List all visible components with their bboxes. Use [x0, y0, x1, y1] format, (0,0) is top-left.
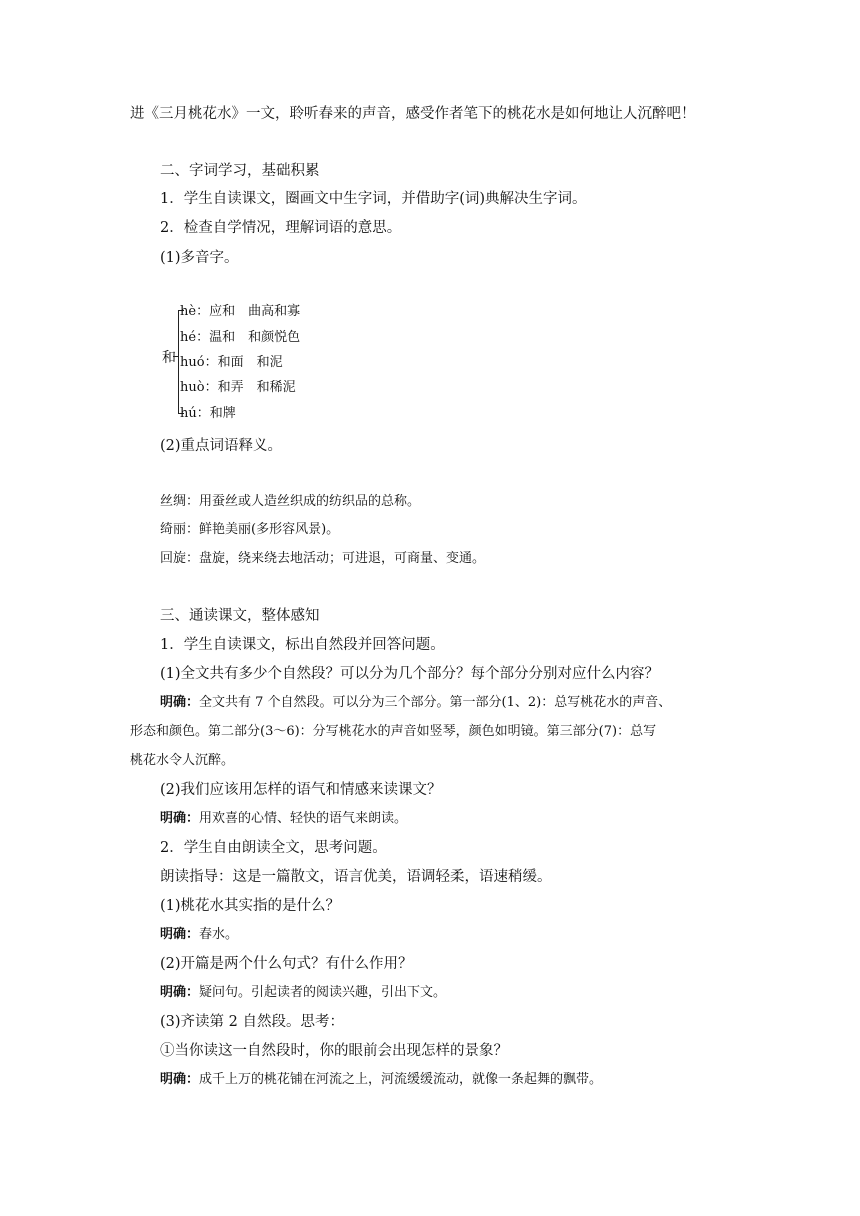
answer-line: 桃花水令人沉醉。 — [130, 753, 235, 768]
answer-line: 明确：春水。 — [160, 927, 239, 942]
answer-line: 明确：用欢喜的心情、轻快的语气来朗读。 — [160, 811, 408, 826]
answer-line: 形态和颜色。第二部分(3～6)：分写桃花水的声音如竖琴，颜色如明镜。第三部分(7)：总写 — [130, 724, 657, 739]
intro-line: 进《三月桃花水》一文，聆听春来的声音，感受作者笔下的桃花水是如何地让人沉醉吧！ — [130, 106, 696, 122]
s2-paragraph-1: 1．学生自读课文，圈画文中生字词，并借助字(词)典解决生字词。 — [160, 191, 587, 207]
section-3-heading: 三、通读课文，整体感知 — [160, 608, 320, 624]
question-line: (2)我们应该用怎样的语气和情感来读课文？ — [160, 782, 442, 798]
reading-row: hè：应和 曲高和寡 — [180, 304, 301, 319]
polyphone-brace-group — [162, 302, 362, 422]
reading-row: huó：和面 和泥 — [180, 355, 283, 370]
answer-line: 明确：成千上万的桃花铺在河流之上，河流缓缓流动，就像一条起舞的飘带。 — [160, 1072, 603, 1087]
definition-line: 丝绸：用蚕丝或人造丝织成的纺织品的总称。 — [160, 494, 421, 509]
section-2-heading: 二、字词学习，基础积累 — [160, 163, 320, 179]
definition-line: 绮丽：鲜艳美丽(多形容风景)。 — [160, 522, 340, 537]
reading-row: huò：和弄 和稀泥 — [180, 380, 296, 395]
reading-row: hé：温和 和颜悦色 — [180, 330, 301, 345]
reading-row: hú：和牌 — [180, 406, 236, 421]
answer-line: 明确：疑问句。引起读者的阅读兴趣，引出下文。 — [160, 985, 447, 1000]
question-line: ①当你读这一自然段时，你的眼前会出现怎样的景象？ — [160, 1043, 508, 1059]
question-line: (2)开篇是两个什么句式？有什么作用？ — [160, 956, 413, 972]
s2-paragraph-2: 2．检查自学情况，理解词语的意思。 — [160, 220, 402, 236]
brace-tip — [173, 356, 179, 357]
question-line: (1)桃花水其实指的是什么？ — [160, 898, 341, 914]
answer-line: 明确：全文共有 7 个自然段。可以分为三个部分。第一部分(1、2)：总写桃花水的声音、 — [160, 695, 672, 710]
s3-paragraph-1: 1．学生自读课文，标出自然段并回答问题。 — [160, 637, 445, 653]
question-line: (3)齐读第 2 自然段。思考： — [160, 1014, 344, 1030]
s2-polyphone-heading: (1)多音字。 — [160, 250, 239, 266]
reading-guide: 朗读指导：这是一篇散文，语言优美，语调轻柔，语速稍缓。 — [160, 869, 552, 885]
question-line: (1)全文共有多少个自然段？可以分为几个部分？每个部分分别对应什么内容？ — [160, 666, 660, 682]
s2-definition-heading: (2)重点词语释义。 — [160, 438, 283, 454]
definition-line: 回旋：盘旋，绕来绕去地活动；可进退，可商量、变通。 — [160, 551, 486, 566]
s3-paragraph-2: 2．学生自由朗读全文，思考问题。 — [160, 840, 387, 856]
polyphone-char: 和 — [162, 350, 176, 366]
